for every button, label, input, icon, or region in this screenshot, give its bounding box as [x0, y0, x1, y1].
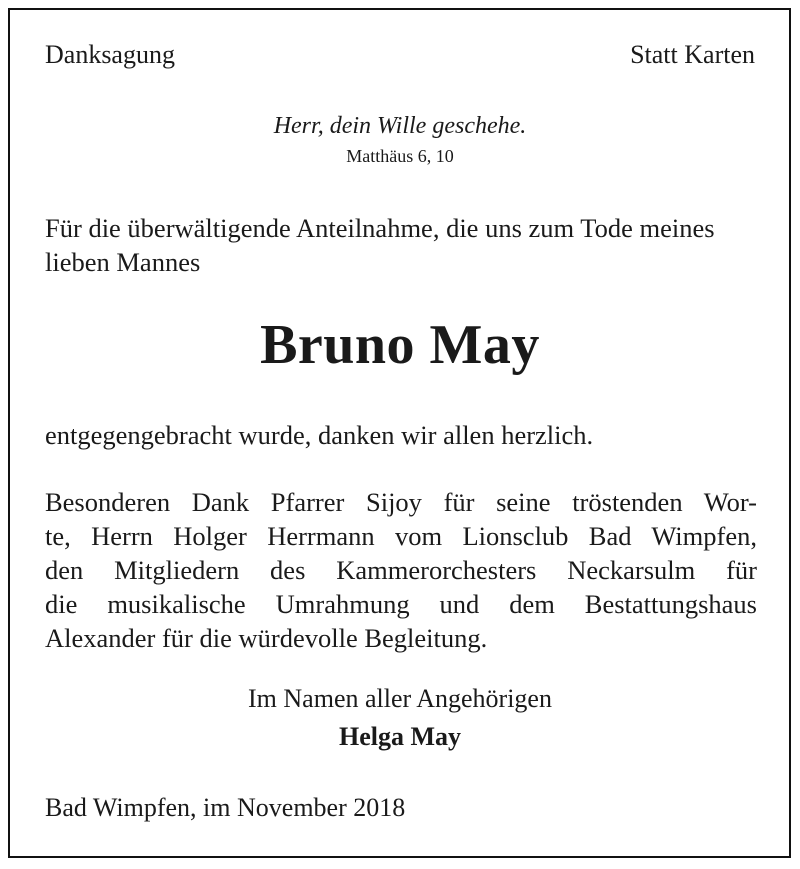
- special-thanks-line: die musikalische Umrahmung und dem Bestattungshaus: [45, 589, 757, 619]
- bible-verse-reference: Matthäus 6, 10: [346, 146, 454, 166]
- bible-quote: Herr, dein Wille geschehe.: [273, 113, 527, 139]
- heading-danksagung: Danksagung: [45, 40, 175, 69]
- special-thanks-line: Alexander für die würdevolle Begleitung.: [45, 623, 488, 653]
- signature-intro: Im Namen aller Angehörigen: [248, 684, 552, 713]
- deceased-name: Bruno May: [260, 314, 540, 376]
- special-thanks-line: den Mitgliedern des Kammerorchesters Neckarsulm für: [45, 555, 757, 585]
- special-thanks-line: te, Herrn Holger Herrmann vom Lionsclub Bad Wimpfen,: [45, 521, 757, 551]
- place-and-date: Bad Wimpfen, im November 2018: [45, 793, 406, 822]
- intro-paragraph: Für die überwältigende Anteilnahme, die uns zum Tode meines lieben Mannes: [45, 213, 715, 277]
- thanks-paragraph: entgegengebracht wurde, danken wir allen herzlich.: [45, 420, 594, 450]
- special-thanks-line: Besonderen Dank Pfarrer Sijoy für seine tröstenden Wor-: [45, 487, 757, 517]
- heading-statt-karten: Statt Karten: [630, 40, 755, 69]
- special-thanks-paragraph: [45, 485, 757, 655]
- signature-name: Helga May: [338, 722, 462, 751]
